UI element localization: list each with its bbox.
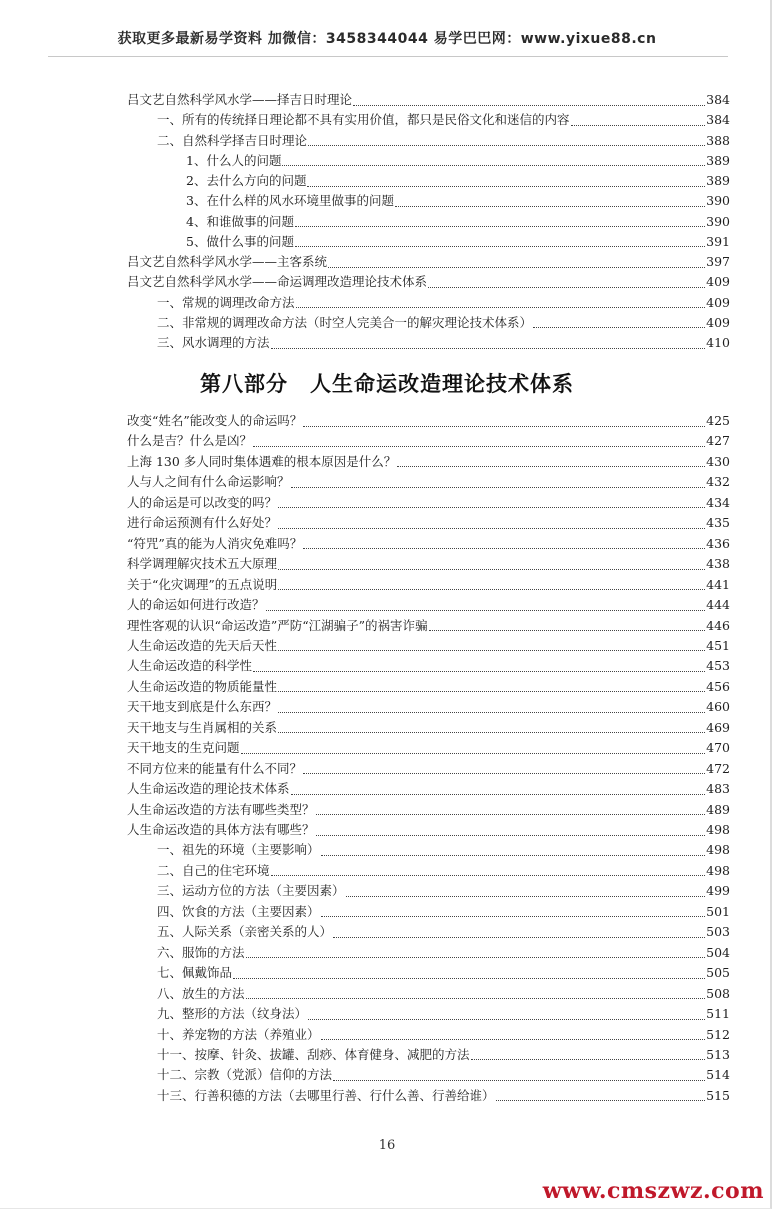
dot-leader — [278, 589, 705, 590]
dot-leader — [328, 267, 705, 268]
dot-leader — [316, 835, 706, 836]
toc-entry-page: 472 — [706, 760, 730, 776]
toc-entry-title: 1、什么人的问题 — [186, 152, 282, 168]
dot-leader — [307, 186, 705, 187]
toc-entry-page: 456 — [706, 678, 730, 694]
dot-leader — [241, 753, 706, 754]
toc-entry-title: 天干地支到底是什么东西？ — [127, 699, 278, 715]
toc-entry — [186, 191, 730, 211]
toc-entry — [127, 534, 730, 554]
toc-entry-title: 人生命运改造的先天后天性 — [127, 637, 278, 653]
toc-entry-title: 人的命运如何进行改造？ — [127, 597, 265, 613]
toc-entry-title: 人生命运改造的物质能量性 — [127, 678, 278, 694]
dot-leader — [308, 145, 705, 146]
toc-entry — [157, 840, 730, 860]
toc-entry-page: 438 — [706, 556, 730, 572]
toc-entry — [127, 272, 730, 292]
toc-entry-title: 人生命运改造的理论技术体系 — [127, 781, 290, 797]
toc-entry-page: 409 — [706, 314, 730, 330]
toc-entry — [127, 452, 730, 472]
dot-leader — [253, 446, 705, 447]
toc-entry — [127, 636, 730, 656]
toc-entry-title: 理性客观的认识“命运改造”严防“江湖骗子”的祸害诈骗 — [127, 617, 428, 633]
toc-entry-title: 一、常规的调理改命方法 — [157, 294, 295, 310]
toc-entry-page: 470 — [706, 740, 730, 756]
toc-entry-title: 上海 130 多人同时集体遇难的根本原因是什么？ — [127, 453, 397, 469]
toc-entry-page: 446 — [706, 617, 730, 633]
toc-entry — [186, 232, 730, 252]
toc-entry-title: 四、饮食的方法（主要因素） — [157, 903, 320, 919]
section-heading: 第八部分 人生命运改造理论技术体系 — [200, 371, 574, 396]
toc-entry-page: 451 — [706, 637, 730, 653]
toc-entry-title: 不同方位来的能量有什么不同？ — [127, 760, 303, 776]
toc-entry-page: 469 — [706, 719, 730, 735]
toc-entry-page: 430 — [706, 453, 730, 469]
toc-entry-title: 改变“姓名”能改变人的命运吗？ — [127, 413, 303, 428]
toc-entry — [157, 984, 730, 1004]
toc-entry-title: 三、风水调理的方法 — [157, 335, 270, 350]
toc-entry — [186, 171, 730, 191]
toc-entry-page: 391 — [706, 233, 730, 249]
toc-entry — [157, 1086, 730, 1106]
toc-entry-page: 508 — [706, 985, 730, 1001]
dot-leader — [571, 125, 706, 126]
dot-leader — [316, 814, 706, 815]
dot-leader — [295, 246, 705, 247]
toc-entry-page: 388 — [706, 132, 730, 148]
toc-entry-title: 五、人际关系（亲密关系的人） — [157, 924, 333, 940]
toc-entry-title: 人生命运改造的具体方法有哪些？ — [127, 822, 315, 837]
toc-entry-page: 384 — [706, 92, 730, 107]
toc-entry-title: 人与人之间有什么命运影响？ — [127, 474, 290, 490]
dot-leader — [429, 630, 706, 631]
dot-leader — [278, 712, 705, 713]
toc-entry — [127, 656, 730, 676]
site-watermark: www.cmszwz.com — [542, 1178, 764, 1204]
toc-entry-page: 460 — [706, 699, 730, 715]
toc-entry — [127, 411, 730, 431]
toc-entry — [127, 431, 730, 451]
toc-entry-page: 444 — [706, 597, 730, 613]
dot-leader — [308, 1019, 705, 1020]
toc-entry — [127, 800, 730, 820]
toc-entry — [127, 616, 730, 636]
toc-entry-page: 512 — [706, 1026, 730, 1042]
dot-leader — [303, 548, 705, 549]
toc-entry — [157, 1025, 730, 1045]
toc-entry — [127, 779, 730, 799]
dot-leader — [533, 327, 705, 328]
toc-entry-title: 科学调理解灾技术五大原理 — [127, 556, 278, 572]
toc-entry — [127, 554, 730, 574]
toc-entry-page: 513 — [706, 1046, 730, 1062]
toc-entry-title: 人生命运改造的科学性 — [127, 658, 253, 674]
toc-entry-title: 天干地支与生肖属相的关系 — [127, 719, 278, 735]
toc-entry-title: 一、祖先的环境（主要影响） — [157, 842, 320, 858]
toc-entry-page: 515 — [706, 1087, 730, 1103]
toc-entry-title: 十、养宠物的方法（养殖业） — [157, 1026, 320, 1042]
toc-entry — [157, 902, 730, 922]
toc-entry — [127, 472, 730, 492]
toc-entry-page: 498 — [706, 822, 730, 837]
dot-leader — [303, 773, 705, 774]
toc-entry-page: 427 — [706, 433, 730, 449]
toc-entry-page: 435 — [706, 515, 730, 531]
toc-entry-page: 409 — [706, 274, 730, 290]
toc-entry — [157, 131, 730, 151]
dot-leader — [291, 487, 706, 488]
toc-entry — [157, 110, 730, 130]
toc-entry — [157, 1045, 730, 1065]
dot-leader — [271, 875, 706, 876]
toc-entry — [157, 963, 730, 983]
toc-entry — [127, 252, 730, 272]
toc-entry-title: 十三、行善积德的方法（去哪里行善、行什么善、行善给谁） — [157, 1087, 495, 1103]
toc-entry-title: 二、自然科学择吉日时理论 — [157, 132, 308, 148]
toc-entry-title: 吕文艺自然科学风水学——主客系统 — [127, 254, 328, 269]
dot-leader — [278, 528, 705, 529]
toc-entry-title: 二、自己的住宅环境 — [157, 862, 270, 878]
toc-entry — [127, 759, 730, 779]
toc-entry-page: 384 — [706, 112, 730, 128]
toc-entry — [186, 212, 730, 232]
toc-entry-page: 504 — [706, 944, 730, 960]
dot-leader — [321, 1039, 706, 1040]
dot-leader — [353, 105, 705, 106]
toc-entry-title: 4、和谁做事的问题 — [186, 213, 294, 229]
toc-entry-page: 514 — [706, 1067, 730, 1083]
toc-entry-page: 436 — [706, 535, 730, 551]
toc-entry-title: 进行命运预测有什么好处？ — [127, 515, 278, 531]
toc-entry-page: 501 — [706, 903, 730, 919]
toc-entry-title: 关于“化灾调理”的五点说明 — [127, 576, 278, 592]
dot-leader — [296, 307, 706, 308]
toc-entry-title: 5、做什么事的问题 — [186, 233, 294, 249]
toc-entry — [186, 151, 730, 171]
toc-entry-page: 389 — [706, 152, 730, 168]
toc-entry-title: 3、在什么样的风水环境里做事的问题 — [186, 193, 394, 209]
toc-entry-page: 498 — [706, 842, 730, 858]
toc-entry — [127, 718, 730, 738]
toc-entry-page: 441 — [706, 576, 730, 592]
toc-entry — [127, 697, 730, 717]
toc-entry-title: 什么是吉？什么是凶？ — [127, 433, 253, 449]
toc-entry-page: 410 — [706, 335, 730, 350]
toc-entry-title: 天干地支的生克问题 — [127, 740, 240, 756]
toc-entry-page: 432 — [706, 474, 730, 490]
toc-entry — [157, 1004, 730, 1024]
toc-entry-title: 三、运动方位的方法（主要因素） — [157, 883, 345, 899]
toc-entry-title: 一、所有的传统择日理论都不具有实用价值，都只是民俗文化和迷信的内容 — [157, 112, 570, 128]
toc-entry — [157, 922, 730, 942]
toc-entry-page: 390 — [706, 213, 730, 229]
dot-leader — [303, 426, 705, 427]
dot-leader — [278, 569, 705, 570]
toc-entry-page: 511 — [706, 1006, 730, 1022]
dot-leader — [471, 1059, 706, 1060]
toc-entry-page: 499 — [706, 883, 730, 899]
dot-leader — [291, 794, 706, 795]
dot-leader — [333, 1080, 705, 1081]
toc-entry-title: 十一、按摩、针灸、拔罐、刮痧、体育健身、减肥的方法 — [157, 1046, 470, 1062]
dot-leader — [321, 916, 706, 917]
toc-entry-page: 390 — [706, 193, 730, 209]
toc-entry — [157, 881, 730, 901]
toc-entry-title: 人生命运改造的方法有哪些类型？ — [127, 801, 315, 817]
toc-entry — [157, 861, 730, 881]
toc-entry-title: 2、去什么方向的问题 — [186, 173, 307, 188]
toc-entry — [127, 738, 730, 758]
toc-entry-page: 489 — [706, 801, 730, 817]
dot-leader — [397, 466, 705, 467]
toc-entry-title: 九、整形的方法（纹身法） — [157, 1006, 308, 1022]
dot-leader — [246, 957, 706, 958]
toc-entry-page: 483 — [706, 781, 730, 797]
dot-leader — [233, 978, 705, 979]
toc-entry — [127, 595, 730, 615]
toc-entry — [127, 677, 730, 697]
dot-leader — [253, 671, 705, 672]
toc-entry — [127, 513, 730, 533]
dot-leader — [246, 998, 706, 999]
toc-entry-page: 503 — [706, 924, 730, 940]
toc-entry-page: 434 — [706, 494, 730, 510]
toc-entry — [157, 333, 730, 353]
toc-entry — [157, 943, 730, 963]
dot-leader — [295, 226, 705, 227]
dot-leader — [321, 855, 706, 856]
toc-entry-page: 453 — [706, 658, 730, 674]
toc-entry — [157, 313, 730, 333]
toc-entry-title: 十二、宗教（党派）信仰的方法 — [157, 1067, 333, 1083]
toc-entry — [157, 1065, 730, 1085]
toc-entry-page: 397 — [706, 254, 730, 269]
toc-entry-page: 389 — [706, 173, 730, 188]
dot-leader — [333, 937, 705, 938]
header-banner: 获取更多最新易学资料 加微信：3458344044 易学巴巴网：www.yixue88.cn — [117, 31, 657, 47]
toc-entry-page: 425 — [706, 413, 730, 428]
dot-leader — [266, 610, 706, 611]
toc-entry-page: 498 — [706, 862, 730, 878]
toc-entry — [157, 293, 730, 313]
dot-leader — [282, 165, 705, 166]
dot-leader — [271, 348, 706, 349]
toc-entry-title: 六、服饰的方法 — [157, 944, 245, 960]
dot-leader — [278, 732, 705, 733]
toc-entry — [127, 820, 730, 840]
dot-leader — [428, 287, 705, 288]
toc-entry-title: 人的命运是可以改变的吗？ — [127, 494, 278, 510]
dot-leader — [496, 1100, 706, 1101]
toc-entry-title: 八、放生的方法 — [157, 985, 245, 1001]
toc-entry-title: 二、非常规的调理改命方法（时空人完美合一的解灾理论技术体系） — [157, 314, 533, 330]
toc-entry-title: 七、佩戴饰品 — [157, 965, 233, 981]
toc-entry-title: 吕文艺自然科学风水学——择吉日时理论 — [127, 92, 353, 107]
page-number: 16 — [378, 1138, 396, 1153]
dot-leader — [278, 507, 705, 508]
dot-leader — [346, 896, 706, 897]
dot-leader — [278, 691, 705, 692]
toc-entry-title: “符咒”真的能为人消灾免难吗？ — [127, 535, 303, 551]
dot-leader — [395, 206, 705, 207]
toc-entry-page: 505 — [706, 965, 730, 981]
toc-entry-title: 吕文艺自然科学风水学——命运调理改造理论技术体系 — [127, 274, 428, 290]
toc-entry-page: 409 — [706, 294, 730, 310]
toc-entry — [127, 90, 730, 110]
toc-entry — [127, 493, 730, 513]
dot-leader — [278, 650, 705, 651]
toc-entry — [127, 575, 730, 595]
